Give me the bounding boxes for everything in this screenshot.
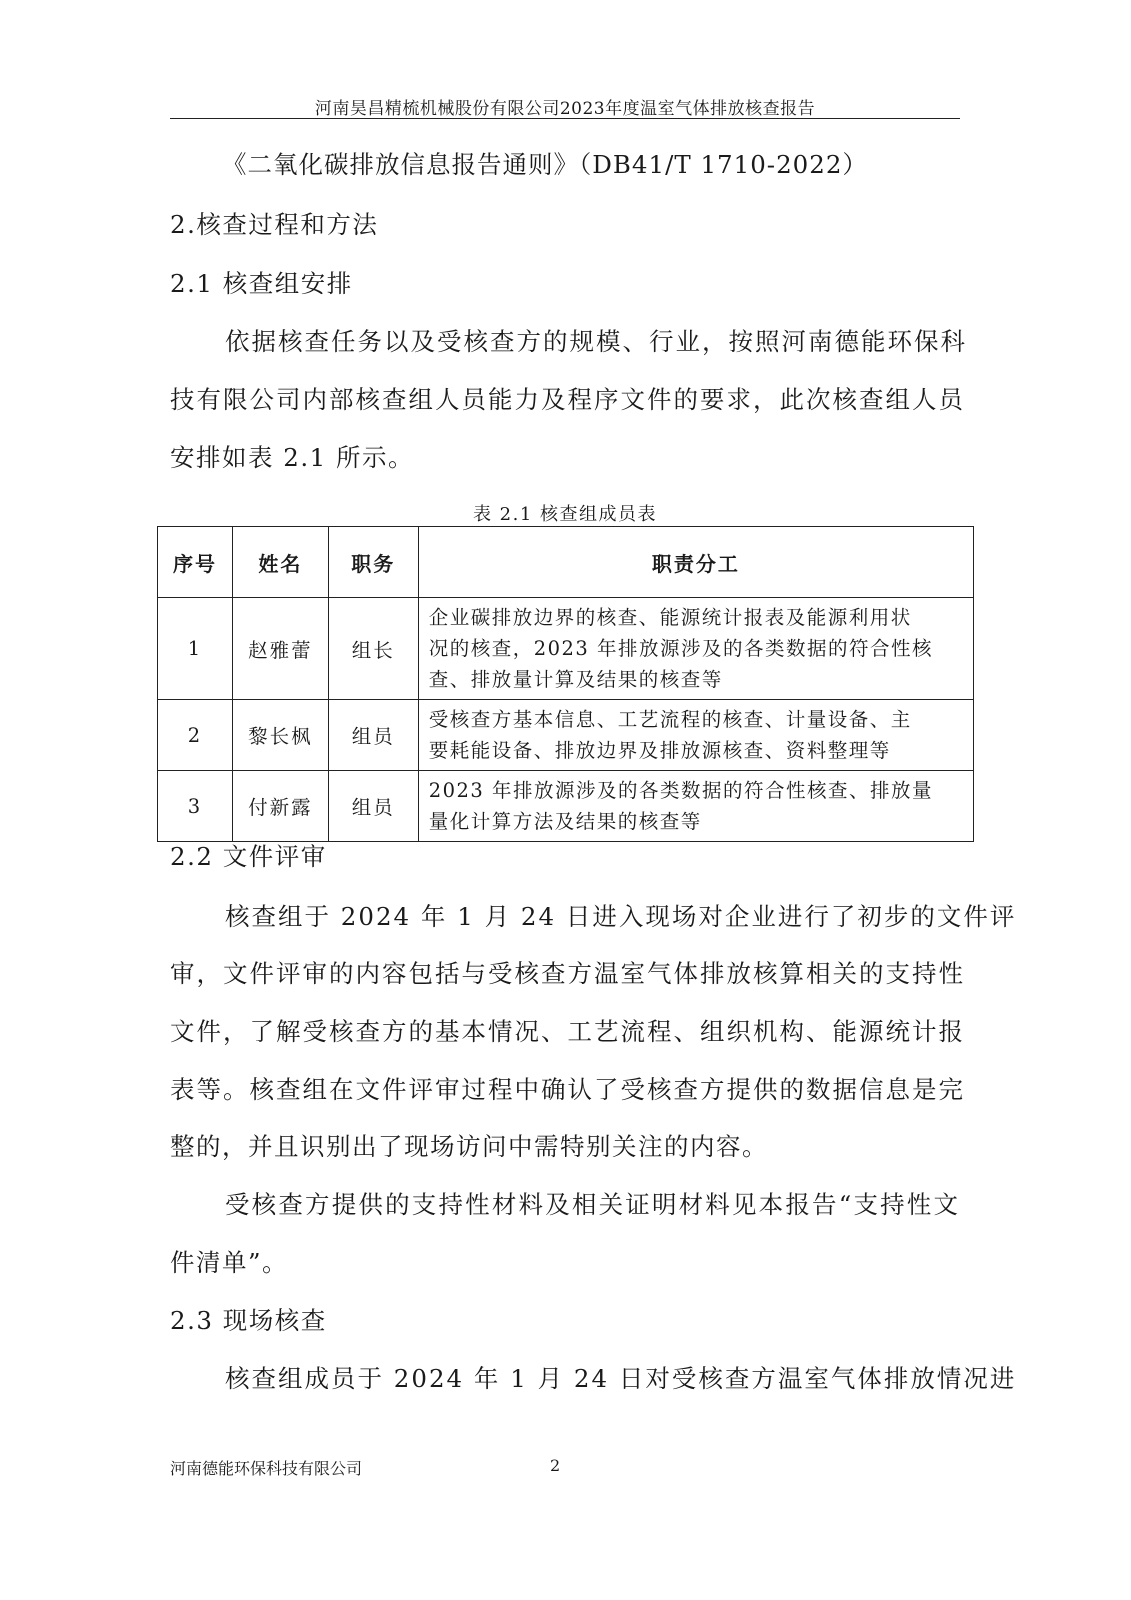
table-row [158,771,974,842]
header-cell-number: 序号 [158,527,233,598]
page-header-title: 河南昊昌精梳机械股份有限公司2023年度温室气体排放核查报告 [314,99,816,119]
section-2-2-heading: 2.2 文件评审 [170,842,327,871]
duty-line: 查、排放量计算及结果的核查等 [428,668,723,691]
cell-position: 组长 [328,598,418,700]
paragraph-line: 受核查方提供的支持性材料及相关证明材料见本报告“支持性文 [225,1190,960,1219]
duty-line: 要耗能设备、排放边界及排放源核查、资料整理等 [428,739,891,762]
cell-number: 1 [158,598,233,700]
paragraph-line: 件清单”。 [170,1248,289,1277]
section-2-3-heading: 2.3 现场核查 [170,1306,327,1335]
table-caption: 表 2.1 核查组成员表 [472,504,658,525]
cell-duty [418,771,973,842]
cell-position: 组员 [328,771,418,842]
cell-position: 组员 [328,700,418,771]
duty-line: 2023 年排放源涉及的各类数据的符合性核查、排放量 [428,779,934,802]
cell-number: 2 [158,700,233,771]
table-row [158,700,974,771]
cell-name: 付新露 [232,771,328,842]
paragraph-line: 文件，了解受核查方的基本情况、工艺流程、组织机构、能源统计报 [170,1017,965,1046]
header-cell-position: 职务 [328,527,418,598]
header-cell-name: 姓名 [232,527,328,598]
cell-name: 赵雅蕾 [232,598,328,700]
paragraph-line: 核查组于 2024 年 1 月 24 日进入现场对企业进行了初步的文件评 [225,902,1017,931]
paragraph-line: 表等。核查组在文件评审过程中确认了受核查方提供的数据信息是完 [170,1075,965,1104]
section-2-heading: 2.核查过程和方法 [170,210,379,239]
duty-line: 量化计算方法及结果的核查等 [428,810,702,833]
cell-name: 黎长枫 [232,700,328,771]
cell-duty [418,700,973,771]
cell-number: 3 [158,771,233,842]
paragraph-line: 安排如表 2.1 所示。 [170,443,415,472]
paragraph-line: 核查组成员于 2024 年 1 月 24 日对受核查方温室气体排放情况进 [225,1364,1017,1393]
reference-standard-line: 《二氧化碳排放信息报告通则》（DB41/T 1710-2022） [222,150,868,179]
duty-line: 况的核查，2023 年排放源涉及的各类数据的符合性核 [428,637,934,660]
duty-line: 企业碳排放边界的核查、能源统计报表及能源利用状 [428,606,912,629]
paragraph-line: 技有限公司内部核查组人员能力及程序文件的要求，此次核查组人员 [170,385,965,414]
section-2-1-heading: 2.1 核查组安排 [170,269,353,298]
footer-company: 河南德能环保科技有限公司 [170,1459,363,1478]
page-number: 2 [550,1456,561,1475]
header-divider [170,118,960,119]
header-cell-duty: 职责分工 [418,527,973,598]
team-members-table [157,526,974,842]
paragraph-line: 依据核查任务以及受核查方的规模、行业，按照河南德能环保科 [225,327,967,356]
table-header-row [158,527,974,598]
table-row [158,598,974,700]
paragraph-line: 整的，并且识别出了现场访问中需特别关注的内容。 [170,1132,768,1161]
paragraph-line: 审，文件评审的内容包括与受核查方温室气体排放核算相关的支持性 [170,959,965,988]
cell-duty [418,598,973,700]
duty-line: 受核查方基本信息、工艺流程的核查、计量设备、主 [428,708,912,731]
